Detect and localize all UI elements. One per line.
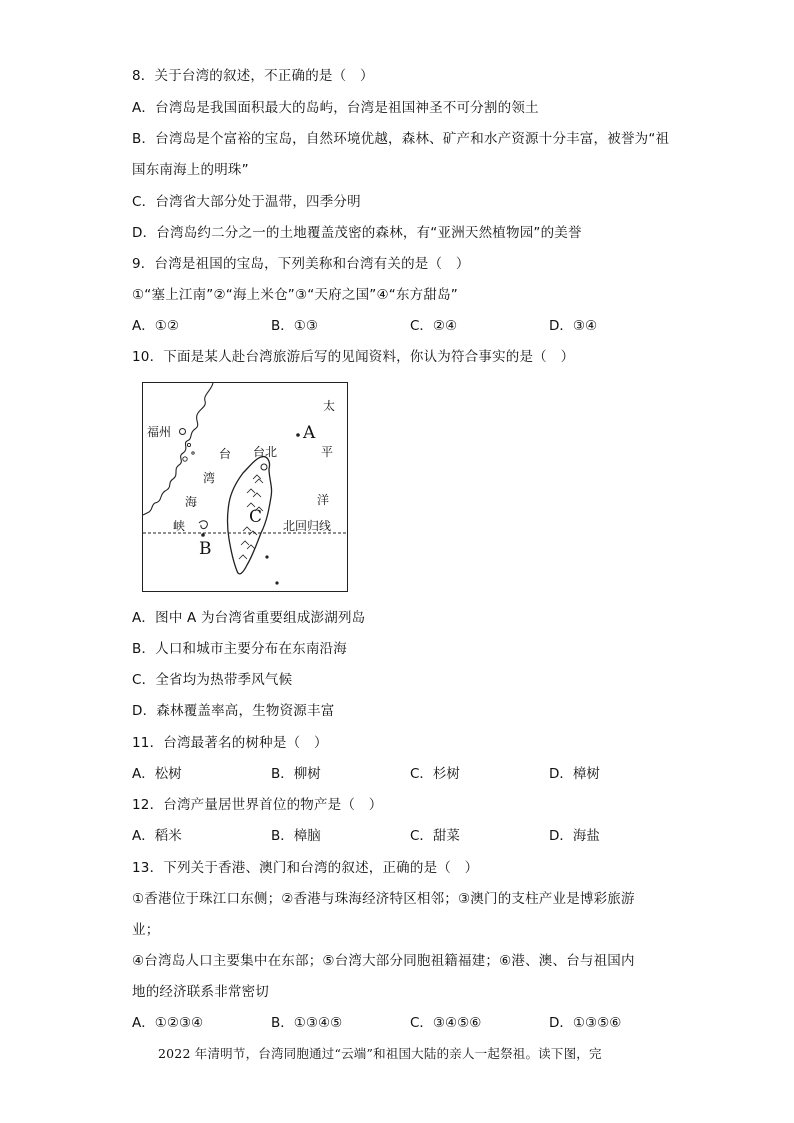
q10-option-d: D．森林覆盖率高，生物资源丰富 xyxy=(132,703,335,719)
label-c: C xyxy=(249,507,263,527)
label-ocean-1: 太 xyxy=(323,399,336,413)
label-ocean-3: 洋 xyxy=(317,493,330,507)
q13-option-b: B．①③④⑤ xyxy=(271,1015,343,1031)
q10-stem: 10．下面是某人赴台湾旅游后写的见闻资料，你认为符合事实的是（ ） xyxy=(132,349,575,365)
q8-option-c: C．台湾省大部分处于温带，四季分明 xyxy=(132,194,361,210)
q9-option-c: C．②④ xyxy=(410,318,458,334)
taiwan-map-drawing xyxy=(143,383,346,590)
label-strait-3: 海 xyxy=(185,495,198,509)
q13-statements-2: 业； xyxy=(132,922,160,938)
q9-option-b: B．①③ xyxy=(271,318,318,334)
q11-option-c: C．杉树 xyxy=(410,766,460,782)
q9-option-d: D．③④ xyxy=(549,318,598,334)
fuzhou-marker xyxy=(179,428,186,435)
label-strait-4: 峡 xyxy=(173,519,186,533)
q13-statements-1: ①香港位于珠江口东侧；②香港与珠海经济特区相邻；③澳门的支柱产业是博彩旅游 xyxy=(132,891,635,907)
q12-option-b: B．樟脑 xyxy=(271,828,321,844)
label-tropic: 北回归线 xyxy=(283,519,332,533)
q8-option-a: A．台湾岛是我国面积最大的岛屿，台湾是祖国神圣不可分割的领土 xyxy=(132,100,539,116)
label-a: A xyxy=(303,423,316,443)
label-strait-2: 湾 xyxy=(203,471,216,485)
q8-option-b-cont: 国东南海上的明珠” xyxy=(132,162,249,178)
q11-option-b: B．柳树 xyxy=(271,766,321,782)
label-taipei: 台北 xyxy=(253,445,278,459)
q12-option-a: A．稻米 xyxy=(132,828,182,844)
label-ocean-2: 平 xyxy=(321,445,334,459)
q11-stem: 11．台湾最著名的树种是（ ） xyxy=(132,735,328,751)
q10-option-b: B．人口和城市主要分布在东南沿海 xyxy=(132,641,347,657)
q11-option-d: D．樟树 xyxy=(549,766,600,782)
q8-option-d: D．台湾岛约二分之一的土地覆盖茂密的森林，有“亚洲天然植物园”的美誉 xyxy=(132,225,582,241)
q13-option-a: A．①②③④ xyxy=(132,1015,204,1031)
q9-stem: 9．台湾是祖国的宝岛，下列美称和台湾有关的是（ ） xyxy=(132,256,470,272)
q13-statements-4: 地的经济联系非常密切 xyxy=(132,984,269,1000)
q12-option-c: C．甜菜 xyxy=(410,828,460,844)
q10-option-a: A．图中 A 为台湾省重要组成澎湖列岛 xyxy=(132,610,366,626)
q12-stem: 12．台湾产量居世界首位的物产是（ ） xyxy=(132,797,383,813)
taiwan-map xyxy=(142,382,348,592)
q13-statements-3: ④台湾岛人口主要集中在东部；⑤台湾大部分同胞祖籍福建；⑥港、澳、台与祖国内 xyxy=(132,953,635,969)
next-question-intro: 2022 年清明节，台湾同胞通过“云端”和祖国大陆的亲人一起祭祖。读下图，完 xyxy=(158,1046,602,1061)
q9-option-a: A．①② xyxy=(132,318,179,334)
q13-option-d: D．①③⑤⑥ xyxy=(549,1015,622,1031)
mainland-coastline xyxy=(143,383,216,515)
q13-stem: 13．下列关于香港、澳门和台湾的叙述，正确的是（ ） xyxy=(132,860,479,876)
q12-option-d: D．海盐 xyxy=(549,828,600,844)
label-strait-1: 台 xyxy=(219,447,232,461)
q8-stem: 8．关于台湾的叙述，不正确的是（ ） xyxy=(132,68,374,84)
label-fuzhou: 福州 xyxy=(147,425,172,439)
q10-option-c: C．全省均为热带季风气候 xyxy=(132,672,293,688)
q8-option-b: B．台湾岛是个富裕的宝岛，自然环境优越，森林、矿产和水产资源十分丰富，被誉为“祖 xyxy=(132,131,670,147)
label-b: B xyxy=(199,539,212,559)
penghu-island xyxy=(199,521,207,529)
q11-option-a: A．松树 xyxy=(132,766,182,782)
q9-items: ①“塞上江南”②“海上米仓”③“天府之国”④“东方甜岛” xyxy=(132,287,458,303)
q13-option-c: C．③④⑤⑥ xyxy=(410,1015,482,1031)
